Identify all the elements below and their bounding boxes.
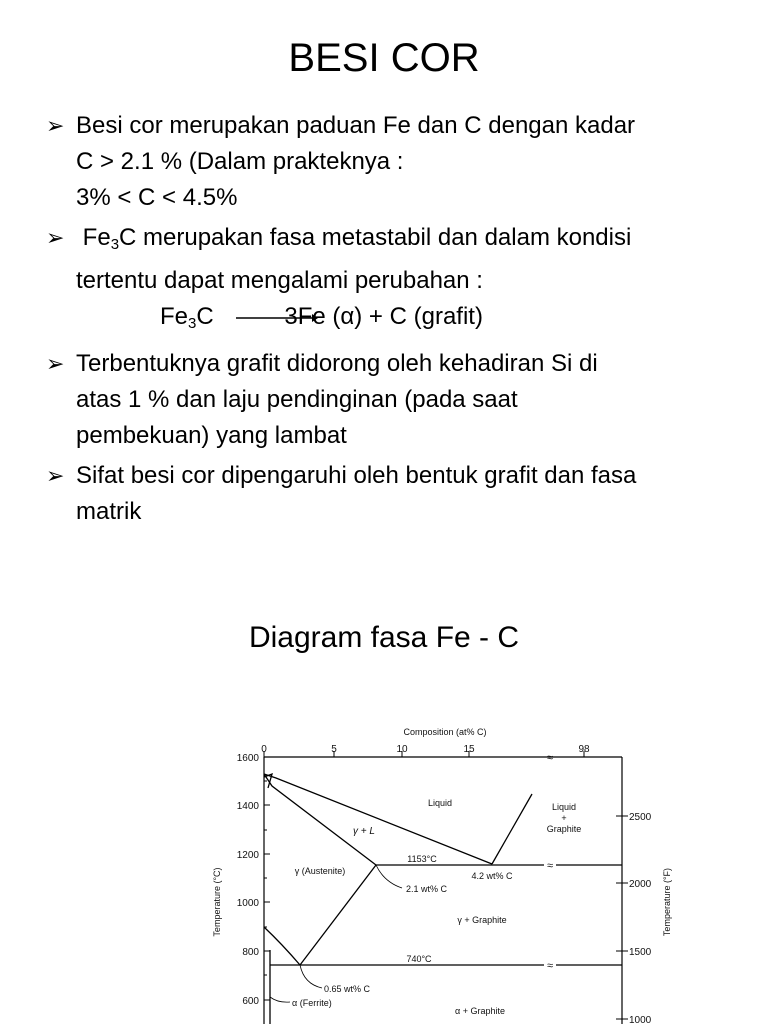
right-tick-label: 2500 xyxy=(629,812,652,823)
slide-title: BESI COR xyxy=(288,36,480,80)
liquidus-right xyxy=(492,794,532,864)
leader-ferrite xyxy=(270,997,290,1002)
right-tick-label: 1500 xyxy=(629,947,652,958)
bullet-line: matrik xyxy=(76,498,142,525)
left-tick-label: 1200 xyxy=(236,850,259,861)
solidus-line xyxy=(264,774,376,865)
right-axis-title: Temperature (°F) xyxy=(662,867,672,937)
top-axis-title: Composition (at% C) xyxy=(403,727,487,737)
bullet-line: atas 1 % dan laju pendinginan (pada saat xyxy=(76,386,518,413)
liquid-graphite-label: Liquid xyxy=(551,802,577,812)
ferrite-label: α (Ferrite) xyxy=(292,998,332,1008)
left-tick-label: 1600 xyxy=(236,753,259,764)
gamma-solubility-label: 2.1 wt% C xyxy=(406,884,448,894)
top-tick-label: 0 xyxy=(261,744,267,755)
bullet-line: C > 2.1 % (Dalam prakteknya : xyxy=(76,148,404,175)
fe-c-phase-diagram-figure xyxy=(204,722,684,1024)
eutectoid-temp-label: 740°C xyxy=(406,954,432,964)
bullet-item-4 xyxy=(46,458,746,530)
bullet-line: Sifat besi cor dipengaruhi oleh bentuk grafit dan fasa xyxy=(76,462,637,489)
right-tick-label: 1000 xyxy=(629,1015,652,1024)
arrowhead-bullet-icon: ➢ xyxy=(46,113,65,138)
liquidus-left xyxy=(264,774,492,864)
right-ticks xyxy=(616,812,652,1024)
eutectic-composition-label: 4.2 wt% C xyxy=(471,871,513,881)
left-ticks xyxy=(237,753,270,1007)
gamma-solvus-line xyxy=(300,865,376,965)
bullet-item-3 xyxy=(46,346,746,454)
eutectoid-composition-label: 0.65 wt% C xyxy=(324,984,371,994)
liquid-label: Liquid xyxy=(427,798,453,808)
left-tick-label: 1400 xyxy=(236,801,259,812)
top-tick-label: 15 xyxy=(463,744,475,755)
left-axis-title: Temperature (°C) xyxy=(212,867,222,937)
austenite-label: γ (Austenite) xyxy=(294,866,346,876)
bullet-list xyxy=(46,108,746,534)
phase-diagram xyxy=(204,722,684,1029)
arrowhead-bullet-icon: ➢ xyxy=(46,463,65,488)
top-ticks xyxy=(261,744,590,764)
gamma-l-label: γ + L xyxy=(353,826,375,837)
left-tick-label: 600 xyxy=(242,996,259,1007)
top-tick-label: 5 xyxy=(331,744,337,755)
left-tick-label: 1000 xyxy=(236,898,259,909)
reaction-equation: $Fe_3C$ 3Fe (α) + C (grafit) xyxy=(160,303,483,332)
left-tick-label: 800 xyxy=(242,947,259,958)
alpha-graphite-label: α + Graphite xyxy=(455,1006,505,1016)
bullet-line: pembekuan) yang lambat xyxy=(76,422,347,449)
axis-break-mark: ≈ xyxy=(546,960,554,972)
right-tick-label: 2000 xyxy=(629,879,652,890)
axis-break-mark: ≈ xyxy=(546,752,554,764)
arrowhead-bullet-icon: ➢ xyxy=(46,351,65,376)
bullet-line: Terbentuknya grafit didorong oleh kehadiran Si di xyxy=(76,350,598,377)
bullet-item-1 xyxy=(46,108,746,216)
top-tick-label: 10 xyxy=(396,744,408,755)
eutectic-temp-label: 1153°C xyxy=(407,854,437,864)
bullet-line: 3% < C < 4.5% xyxy=(76,184,238,211)
diagram-heading: Diagram fasa Fe - C xyxy=(248,621,520,654)
leader-lines xyxy=(270,865,402,1002)
bullet-item-2 xyxy=(46,220,746,342)
bullet-line: $Fe_3C$ merupakan fasa metastabil dan dalam kondisi xyxy=(82,224,632,253)
arrowhead-bullet-icon: ➢ xyxy=(46,225,65,250)
liquid-graphite-label: + xyxy=(561,813,567,823)
bullet-line: Besi cor merupakan paduan Fe dan C dengan kadar xyxy=(76,112,636,139)
axis-break-mark: ≈ xyxy=(546,860,554,872)
leader-0-65 xyxy=(300,965,322,988)
leader-2-1 xyxy=(376,865,402,888)
bullet-line: tertentu dapat mengalami perubahan : xyxy=(76,267,483,294)
top-tick-label: 98 xyxy=(578,744,590,755)
gamma-graphite-label: γ + Graphite xyxy=(457,915,507,925)
liquid-graphite-label: Graphite xyxy=(546,824,582,834)
